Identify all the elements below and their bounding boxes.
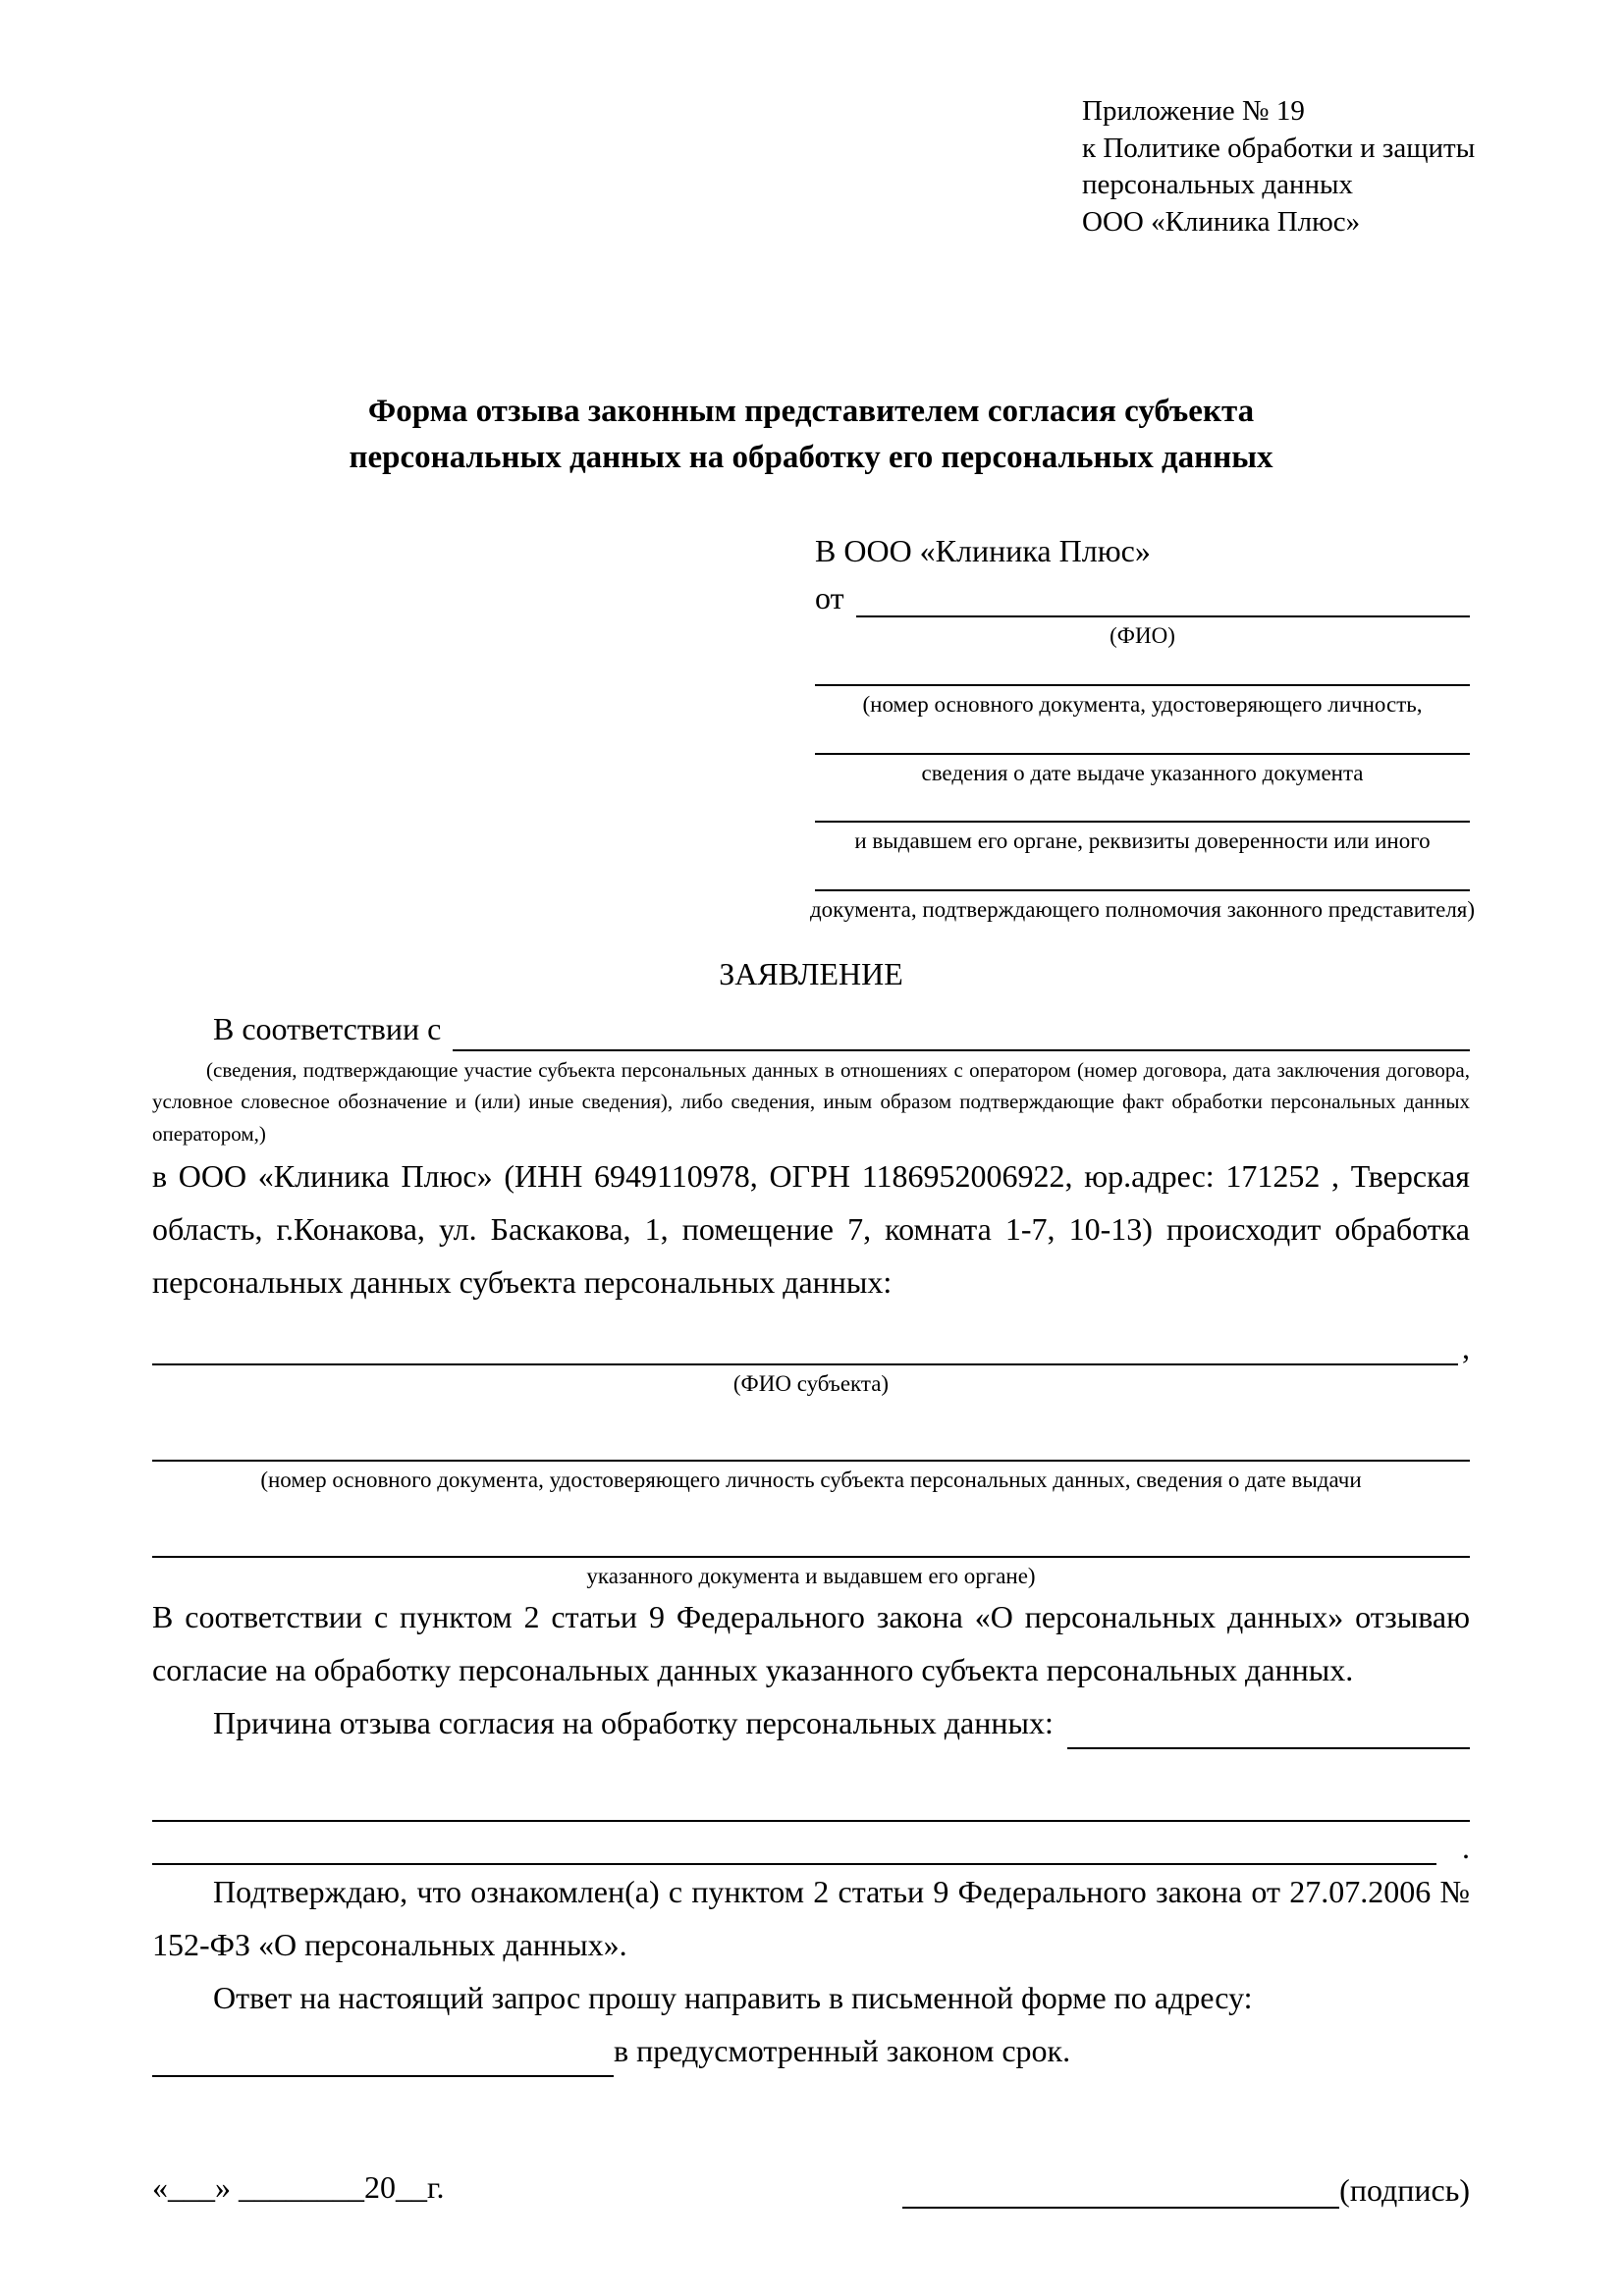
subject-fio-blank-row (152, 1316, 1470, 1365)
statement-heading: ЗАЯВЛЕНИЕ (719, 955, 903, 991)
reply-address-blank-line (152, 2038, 614, 2077)
withdrawal-paragraph: В соответствии с пунктом 2 статьи 9 Федерального закона «О персональных данных» отзываю согласие на обработку персональных данных указанного субъекта персональных данных. (152, 1599, 1470, 1688)
fio-caption: (ФИО) (1110, 623, 1175, 649)
representative-authority-blank-line (815, 889, 1470, 891)
appendix-line: персональных данных (1082, 169, 1354, 201)
signature-caption: (подпись) (1339, 2172, 1470, 2209)
reply-paragraph: Ответ на настоящий запрос прошу направить в письменной форме по адресу: (213, 1980, 1253, 2016)
doc-number-caption: (номер основного документа, удостоверяющего личность, (862, 691, 1423, 717)
reason-blank-line (1067, 1708, 1470, 1749)
addressee-to: В ООО «Клиника Плюс» (815, 533, 1151, 569)
representative-authority-caption: документа, подтверждающего полномочия законного представителя) (809, 897, 1476, 923)
subject-doc-blank-row-1 (152, 1413, 1470, 1462)
document-title: Форма отзыва законным представителем согласия субъекта персональных данных на обработку его персональных данных (349, 393, 1273, 475)
addressee-block (809, 531, 1476, 924)
intro-blank-line (453, 1012, 1470, 1051)
subject-fio-blank-line (152, 1314, 1458, 1365)
issue-date-group (815, 753, 1470, 788)
appendix-line: Приложение № 19 (1082, 95, 1305, 127)
issue-date-blank-line (815, 753, 1470, 755)
doc-number-group (815, 684, 1470, 720)
issuing-authority-caption: и выдавшем его органе, реквизиты доверенности или иного (854, 828, 1431, 854)
subject-doc-caption-row-1 (152, 1467, 1470, 1495)
reason-label: Причина отзыва согласия на обработку персональных данных: (213, 1705, 1054, 1741)
subject-doc-caption-row-2 (152, 1563, 1470, 1591)
doc-number-blank-line (815, 684, 1470, 686)
subject-doc-blank-line-1 (152, 1411, 1470, 1462)
signature-row (902, 2169, 1470, 2209)
period-suffix: . (1462, 1830, 1470, 1866)
reason-extra-blank-row-1 (152, 1777, 1470, 1822)
subject-doc-blank-line-2 (152, 1507, 1470, 1558)
intro-row (152, 1008, 1470, 1050)
addressee-from-label: от (815, 580, 844, 616)
appendix-block (1082, 93, 1476, 241)
confirmation-paragraph: Подтверждаю, что ознакомлен(а) с пунктом 2 статьи 9 Федерального закона от 27.07.2006 № 152-ФЗ «О персональных данных». (152, 1874, 1470, 1963)
subject-fio-caption: (ФИО субъекта) (732, 1371, 890, 1397)
footer-row (152, 2167, 1470, 2209)
fio-blank-line (856, 580, 1470, 617)
signature-blank-line (902, 2169, 1339, 2209)
reason-extra-blank-line-1 (152, 1775, 1470, 1822)
issuing-authority-group (815, 821, 1470, 856)
representative-authority-group (809, 889, 1476, 925)
reason-extra-blank-row-2 (152, 1822, 1470, 1865)
subject-doc-caption-1: (номер основного документа, удостоверяющего личность субъекта персональных данных, сведения о дате выдачи (260, 1467, 1362, 1492)
issuing-authority-blank-line (815, 821, 1470, 823)
document-content (152, 0, 1476, 2209)
intro-label: В соответствии с (213, 1011, 442, 1047)
reason-extra-blank-line-2 (152, 1820, 1436, 1865)
reply-address-row (152, 2024, 1470, 2077)
date-line: «___» ________20__г. (152, 2169, 445, 2206)
comma-suffix: , (1462, 1330, 1470, 1366)
issue-date-caption: сведения о дате выдаче указанного документа (921, 760, 1364, 785)
appendix-line: к Политике обработки и защиты (1082, 132, 1476, 164)
reply-suffix: в предусмотренный законом срок. (614, 2033, 1071, 2069)
addressee-from-row (815, 578, 1470, 617)
operator-paragraph: в ООО «Клиника Плюс» (ИНН 6949110978, ОГРН 1186952006922, юр.адрес: 171252 , Тверская область, г.Конакова, ул. Баскакова, 1, помещение 7, комната 1-7, 10-13) происходит обработка персональных данных субъекта персональных данных: (152, 1158, 1470, 1301)
reason-row (152, 1696, 1470, 1749)
fio-caption-row (815, 622, 1470, 651)
subject-doc-blank-row-2 (152, 1509, 1470, 1558)
appendix-line: ООО «Клиника Плюс» (1082, 206, 1361, 239)
intro-footnote: (сведения, подтверждающие участие субъекта персональных данных в отношениях с оператором (номер договора, дата заключения договора, условное словесное обозначение и (или) иные сведения), либо сведения, иным образом подтверждающие факт обработки персональных данных оператором,) (152, 1057, 1470, 1146)
subject-doc-caption-2: указанного документа и выдавшем его органе) (586, 1563, 1036, 1588)
subject-fio-caption-row (152, 1370, 1470, 1399)
